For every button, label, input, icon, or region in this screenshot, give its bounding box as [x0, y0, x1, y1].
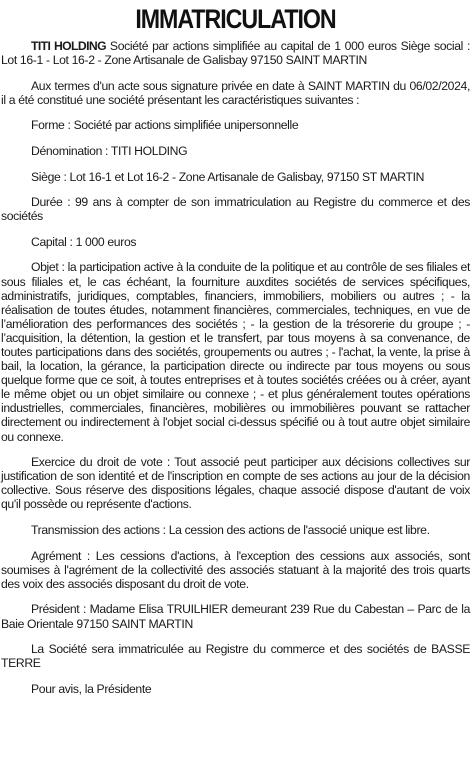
objet-paragraph: Objet : la participation active à la conduite de la politique et au contrôle de ses filiales et sous filiales et, le cas échéant, la fourniture auxdites sociétés de services spécifiques, administratifs, juridiques, comptables, financiers, immobiliers, mobiliers ou autres ; - la réalisation de toutes études, notamment financières, commerciales, techniques, en vue de l’amélioration des performances des sociétés ; - la gestion de la trésorerie du groupe ; - l’acquisition, la détention, la gestion et le transfert, par tous moyens à sa convenance, de toutes participations dans des sociétés, groupements ou autres ; - l'achat, la vente, la prise à bail, la location, la gérance, la participation directe ou indirecte par tous moyens ou sous quelque forme que ce soit, à toutes entreprises et à toutes sociétés créées ou à créer, ayant le même objet ou un objet similaire ou connexe ; - et plus généralement toutes opérations industrielles, commerciales, financières, mobilières ou immobilières pouvant se rattacher directement ou indirectement à l'objet social ci-dessus spécifié ou à tout autre objet similaire ou connexe.: [1, 260, 470, 444]
signature-paragraph: Pour avis, la Présidente: [31, 681, 152, 696]
president-paragraph: Président : Madame Elisa TRUILHIER demeurant 239 Rue du Cabestan – Parc de la Baie Orientale 97150 SAINT MARTIN: [1, 602, 470, 631]
siege-paragraph: Siège : Lot 16-1 et Lot 16-2 - Zone Artisanale de Galisbay, 97150 ST MARTIN: [31, 169, 425, 184]
company-name: TITI HOLDING: [31, 39, 106, 53]
notice-intro: [1, 39, 470, 67]
capital-paragraph: Capital : 1 000 euros: [31, 234, 137, 249]
intro-text: Société par actions simplifiée au capital de 1 000 euros Siège social : Lot 16-1 - Lot 16-2 - Zone Artisanale de Galisbay 97150 SAINT MARTIN: [1, 39, 471, 68]
duree-paragraph: Durée : 99 ans à compter de son immatriculation au Registre du commerce et des sociétés: [1, 195, 470, 224]
forme-paragraph: Forme : Société par actions simplifiée unipersonnelle: [31, 118, 299, 133]
notice-title: IMMATRICULATION: [135, 4, 336, 34]
agrement-paragraph: Agrément : Les cessions d'actions, à l'exception des cessions aux associés, sont soumises à l'agrément de la collectivité des associés statuant à la majorité des trois quarts des voix des associés disposant du droit de vote.: [1, 548, 470, 591]
denomination-paragraph: Dénomination : TITI HOLDING: [31, 143, 188, 158]
constitution-paragraph: Aux termes d'un acte sous signature privée en date à SAINT MARTIN du 06/02/2024, il a été constitué une société présentant les caractéristiques suivantes :: [1, 78, 470, 107]
transmission-paragraph: Transmission des actions : La cession des actions de l'associé unique est libre.: [31, 523, 430, 538]
droit-de-vote-paragraph: Exercice du droit de vote : Tout associé peut participer aux décisions collectives sur justification de son identité et de l'inscription en compte de ses actions au jour de la décision collective. Sous réserve des dispositions légales, chaque associé dispose d'autant de voix qu'il possède ou représente d'actions.: [1, 455, 470, 512]
immatriculation-paragraph: La Société sera immatriculée au Registre du commerce et des sociétés de BASSE TERRE: [1, 642, 470, 671]
